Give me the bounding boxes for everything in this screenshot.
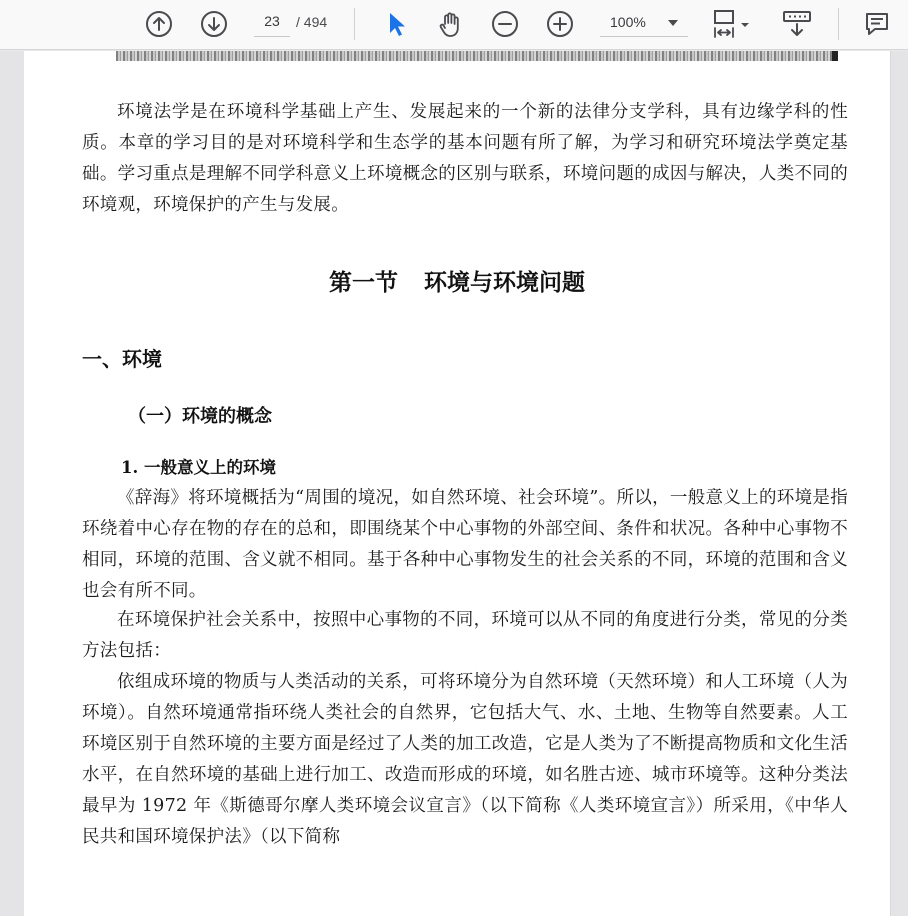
download-button[interactable] [777, 7, 817, 41]
page-total-label: / 494 [296, 14, 328, 30]
body-paragraph-1: 《辞海》将环境概括为“周围的境况，如自然环境、社会环境”。所以，一般意义上的环境是指环绕着中心存在物的存在的总和，即围绕某个中心事物的外部空间、条件和状况。各种中心事物不相同，环境的范围、含义就不相同。基于各种中心事物发生的社会关系的不同，环境的范围和含义也会有所不同。 [82, 488, 848, 601]
toolbar-divider [838, 8, 839, 40]
scanned-figure-edge [116, 51, 836, 61]
select-tool-button[interactable] [379, 7, 413, 41]
pdf-toolbar [0, 0, 908, 50]
hand-tool-button[interactable] [433, 7, 467, 41]
intro-paragraph: 环境法学是在环境科学基础上产生、发展起来的一个新的法律分支学科，具有边缘学科的性质。本章的学习目的是对环境科学和生态学的基本问题有所了解，为学习和研究环境法学奠定基础。学习重点是理解不同学科意义上环境概念的区别与联系，环境问题的成因与解决，人类不同的环境观，环境保护的产生与发展。 [82, 102, 848, 215]
chevron-down-icon [668, 20, 678, 26]
zoom-out-button[interactable] [488, 7, 522, 41]
download-icon [781, 9, 813, 39]
page-number-input[interactable]: 23 [254, 9, 290, 37]
vertical-scrollbar[interactable] [890, 51, 908, 916]
heading-level-1: 一、环境 [82, 347, 162, 371]
heading-level-2: （一）环境的概念 [128, 406, 272, 427]
document-gutter-left [0, 51, 24, 916]
zoom-out-icon [491, 10, 519, 38]
body-paragraph-3: 依组成环境的物质与人类活动的关系，可将环境分为自然环境（天然环境）和人工环境（人为环境）。自然环境通常指环绕人类社会的自然界，它包括大气、水、土地、生物等自然要素。人工环境区别于自然环境的主要方面是经过了人类的加工改造，它是人类为了不断提高物质和文化生活水平，在自然环境的基础上进行加工、改造而形成的环境，如名胜古迹、城市环境等。这种分类法最早为 1972 年《斯德哥尔摩人类环境会议宣言》（以下简称《人类环境宣言》）所采用，《中华人民共和国环境保护法》（以下简称 [82, 672, 848, 847]
zoom-select[interactable] [600, 9, 688, 37]
comment-button[interactable] [860, 7, 894, 41]
scanned-figure-edge-end [832, 51, 838, 61]
toolbar-divider [354, 8, 355, 40]
pdf-page [24, 51, 890, 916]
next-page-button[interactable] [197, 7, 231, 41]
body-paragraph-2: 在环境保护社会关系中，按照中心事物的不同，环境可以从不同的角度进行分类，常见的分类方法包括： [82, 610, 848, 661]
select-cursor-icon [384, 11, 408, 37]
zoom-value: 100% [610, 14, 646, 30]
section-title: 第一节 环境与环境问题 [328, 269, 585, 296]
comment-icon [863, 10, 891, 38]
page-fit-button[interactable] [706, 7, 754, 41]
heading-level-3: 1. 一般意义上的环境 [121, 458, 276, 477]
page-fit-icon [708, 8, 752, 40]
zoom-in-button[interactable] [543, 7, 577, 41]
prev-page-icon [145, 10, 173, 38]
zoom-in-icon [546, 10, 574, 38]
hand-pan-icon [436, 10, 464, 38]
next-page-icon [200, 10, 228, 38]
prev-page-button[interactable] [142, 7, 176, 41]
